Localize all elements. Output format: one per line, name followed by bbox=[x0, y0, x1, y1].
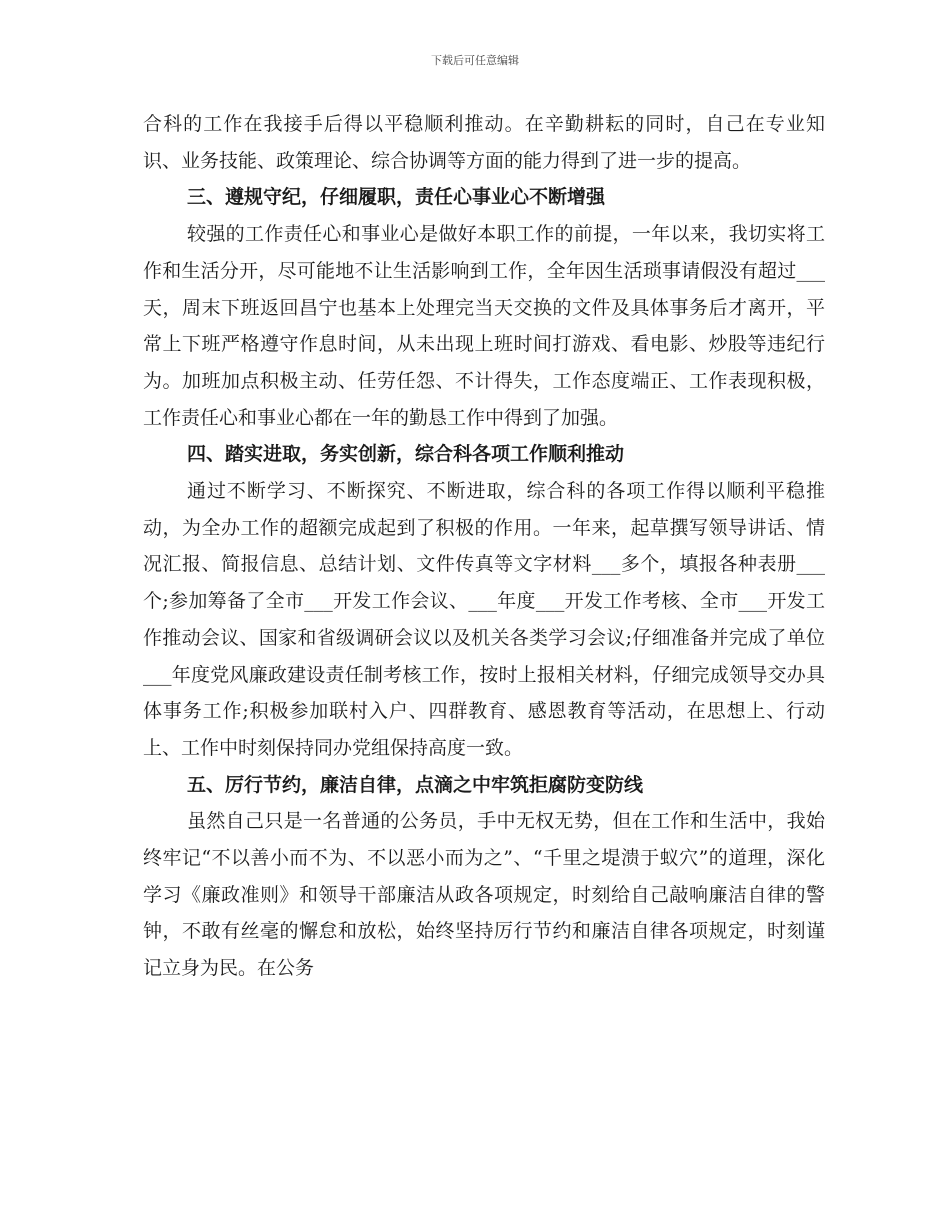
paragraph-continuation: 合科的工作在我接手后得以平稳顺利推动。在辛勤耕耘的同时，自己在专业知识、业务技能、政策理论、综合协调等方面的能力得到了进一步的提高。 bbox=[143, 113, 825, 172]
section-heading-4: 四、踏实进取，务实创新，综合科各项工作顺利推动 bbox=[187, 443, 625, 466]
section-heading-3: 三、遵规守纪，仔细履职，责任心事业心不断增强 bbox=[187, 186, 606, 209]
page-header: 下载后可任意编辑 bbox=[431, 54, 519, 67]
paragraph-responsibility: 较强的工作责任心和事业心是做好本职工作的前提，一年以来，我切实将工作和生活分开，尽可能地不让生活影响到工作，全年因生活琐事请假没有超过___天，周末下班返回昌宁也基本上处理完当天交换的文件及具体事务后才离开，平常上下班严格遵守作息时间，从未出现上班时间打游戏、看电影、炒股等违纪行为。加班加点积极主动、任劳任怨、不计得失，工作态度端正、工作表现积极，工作责任心和事业心都在一年的勤恳工作中得到了加强。 bbox=[143, 223, 825, 429]
section-heading-5: 五、厉行节约，廉洁自律，点滴之中牢筑拒腐防变防线 bbox=[187, 773, 644, 796]
paragraph-work-progress: 通过不断学习、不断探究、不断进取，综合科的各项工作得以顺利平稳推动，为全办工作的超额完成起到了积极的作用。一年来，起草撰写领导讲话、情况汇报、简报信息、总结计划、文件传真等文字材料___多个，填报各种表册___个;参加筹备了全市___开发工作会议、___年度___开发工作考核、全市___开发工作推动会议、国家和省级调研会议以及机关各类学习会议;仔细准备并完成了单位___年度党风廉政建设责任制考核工作，按时上报相关材料，仔细完成领导交办具体事务工作;积极参加联村入户、四群教育、感恩教育等活动，在思想上、行动上、工作中时刻保持同办党组保持高度一致。 bbox=[143, 480, 825, 759]
document-body bbox=[143, 106, 825, 987]
paragraph-integrity: 虽然自己只是一名普通的公务员，手中无权无势，但在工作和生活中，我始终牢记“不以善小而不为、不以恶小而为之”、“千里之堤溃于蚁穴”的道理，深化学习《廉政准则》和领导干部廉洁从政各项规定，时刻给自己敲响廉洁自律的警钟，不敢有丝毫的懈怠和放松，始终坚持厉行节约和廉洁自律各项规定，时刻谨记立身为民。在公务 bbox=[143, 810, 825, 980]
